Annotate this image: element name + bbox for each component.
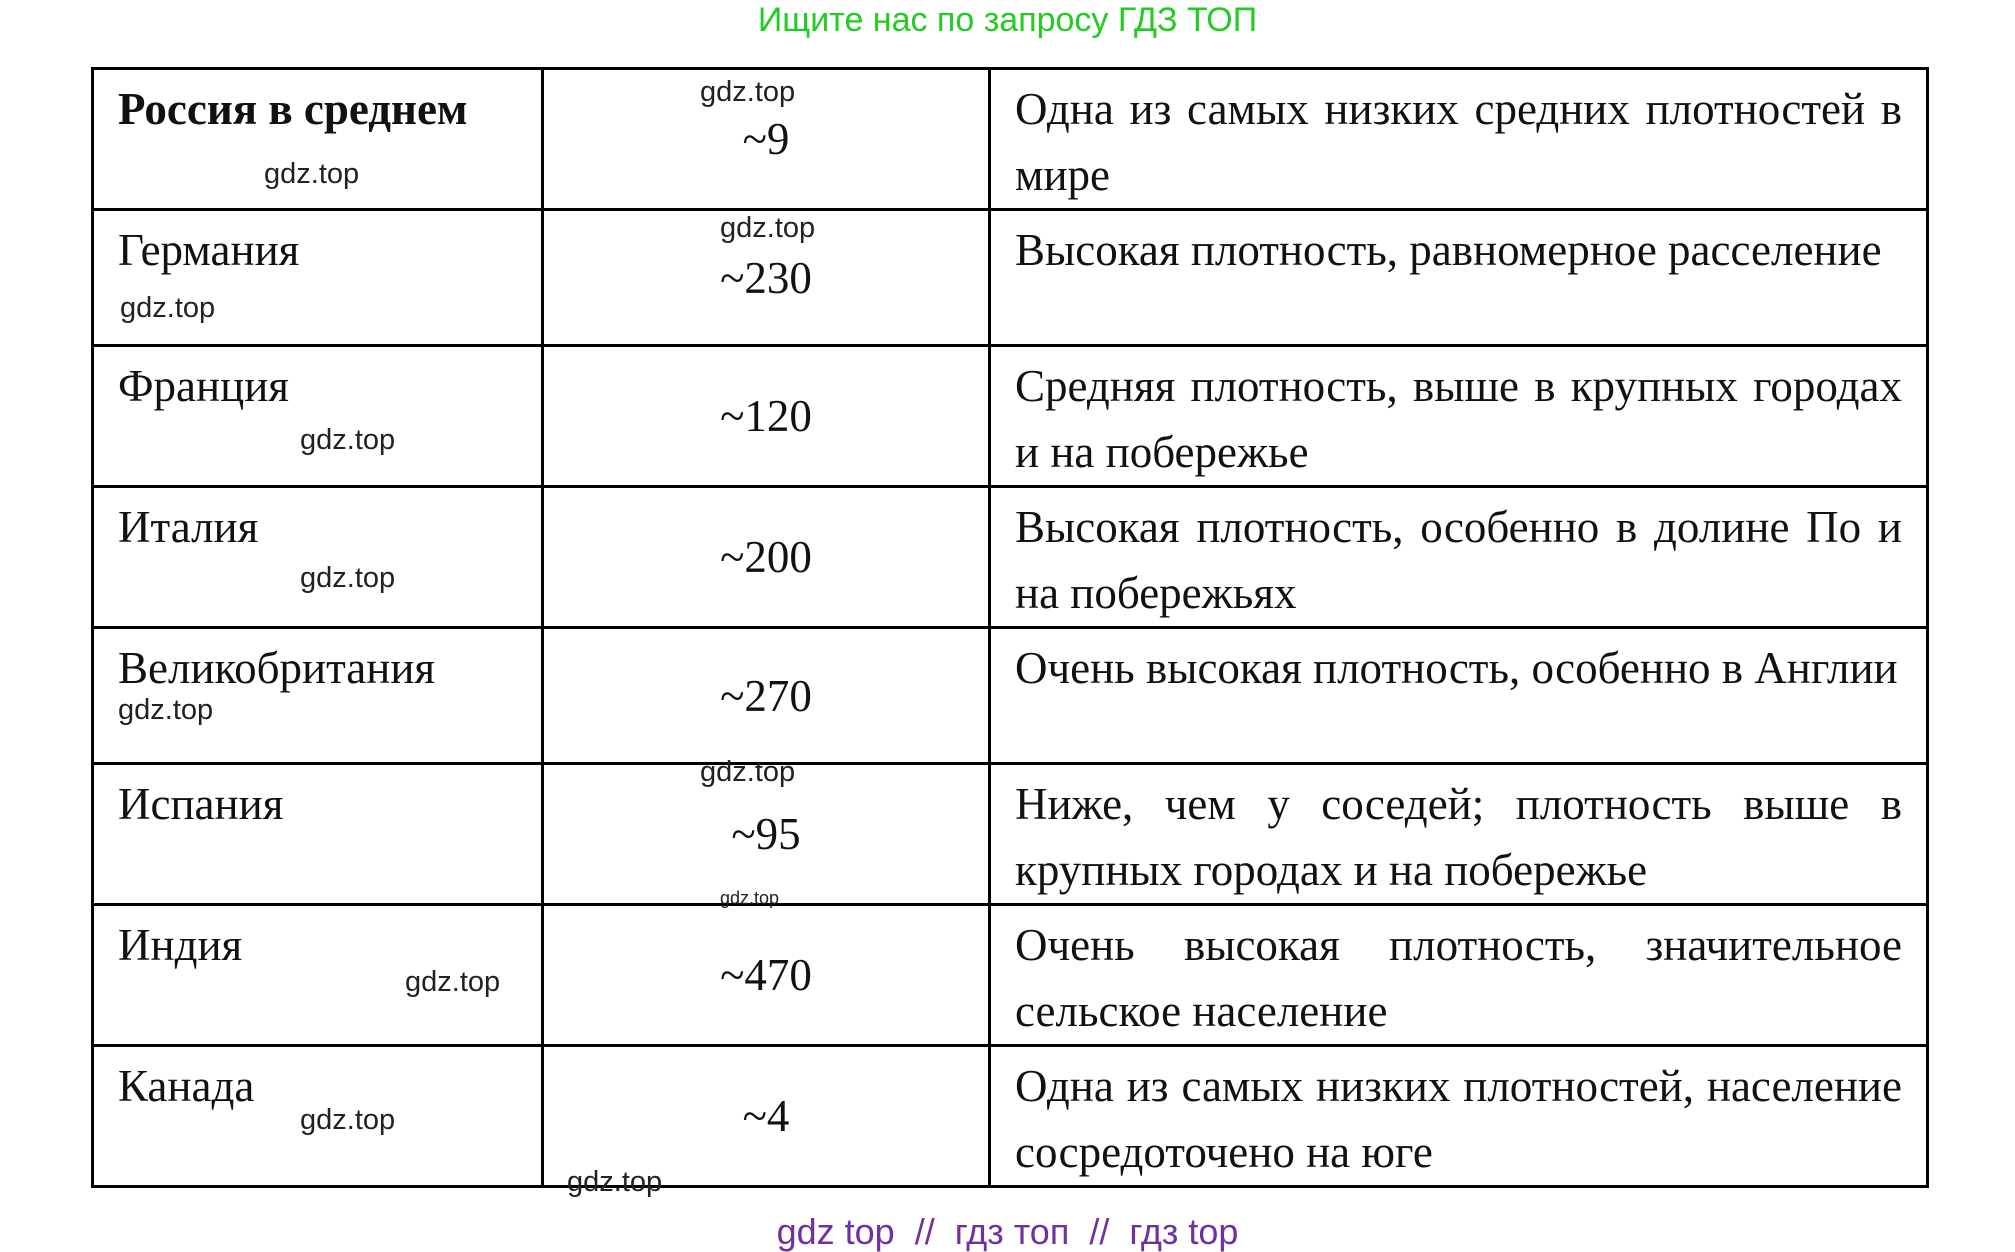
watermark: gdz.top bbox=[120, 292, 216, 324]
country-cell: Россия в среднем bbox=[93, 69, 543, 210]
density-cell: ~270 bbox=[543, 628, 990, 764]
watermark: gdz.top bbox=[405, 966, 501, 998]
table-row bbox=[93, 487, 1928, 628]
table-row bbox=[93, 69, 1928, 210]
country-cell: Испания bbox=[93, 764, 543, 905]
watermark: gdz.top bbox=[720, 212, 816, 244]
country-cell: Канада bbox=[93, 1046, 543, 1187]
country-cell: Италия bbox=[93, 487, 543, 628]
density-table bbox=[91, 67, 1929, 1188]
watermark: gdz.top bbox=[700, 756, 796, 788]
watermark: gdz.top bbox=[300, 424, 396, 456]
density-cell: ~230 bbox=[543, 210, 990, 346]
watermark: gdz.top bbox=[264, 158, 360, 190]
note-cell: Высокая плотность, особенно в долине По и на побережьях bbox=[990, 487, 1928, 628]
footer-links: gdz top // гдз топ // гдз top bbox=[776, 1211, 1239, 1252]
table-row bbox=[93, 764, 1928, 905]
country-cell: Великобритания bbox=[93, 628, 543, 764]
density-cell: ~200 bbox=[543, 487, 990, 628]
density-cell: ~120 bbox=[543, 346, 990, 487]
table-row bbox=[93, 628, 1928, 764]
note-cell: Ниже, чем у соседей; плотность выше в крупных городах и на побережье bbox=[990, 764, 1928, 905]
density-cell: ~4 bbox=[543, 1046, 990, 1187]
note-cell: Одна из самых низких средних плотностей в мире bbox=[990, 69, 1928, 210]
note-cell: Средняя плотность, выше в крупных городах и на побережье bbox=[990, 346, 1928, 487]
watermark: gdz.top bbox=[118, 694, 214, 726]
density-cell: ~470 bbox=[543, 905, 990, 1046]
watermark: gdz.top bbox=[300, 562, 396, 594]
watermark: gdz.top bbox=[567, 1166, 663, 1198]
note-cell: Очень высокая плотность, значительное сельское население bbox=[990, 905, 1928, 1046]
table-row bbox=[93, 346, 1928, 487]
search-banner: Ищите нас по запросу ГДЗ ТОП bbox=[757, 1, 1258, 39]
country-cell: Германия bbox=[93, 210, 543, 346]
table-row bbox=[93, 210, 1928, 346]
note-cell: Очень высокая плотность, особенно в Англии bbox=[990, 628, 1928, 764]
density-cell: ~95 bbox=[543, 764, 990, 905]
note-cell: Одна из самых низких плотностей, население сосредоточено на юге bbox=[990, 1046, 1928, 1187]
country-cell: Франция bbox=[93, 346, 543, 487]
watermark: gdz.top bbox=[700, 76, 796, 108]
watermark: gdz.top bbox=[720, 888, 780, 908]
country-cell: Индия bbox=[93, 905, 543, 1046]
watermark: gdz.top bbox=[300, 1104, 396, 1136]
table-row bbox=[93, 905, 1928, 1046]
density-cell: ~9 bbox=[543, 69, 990, 210]
note-cell: Высокая плотность, равномерное расселение bbox=[990, 210, 1928, 346]
